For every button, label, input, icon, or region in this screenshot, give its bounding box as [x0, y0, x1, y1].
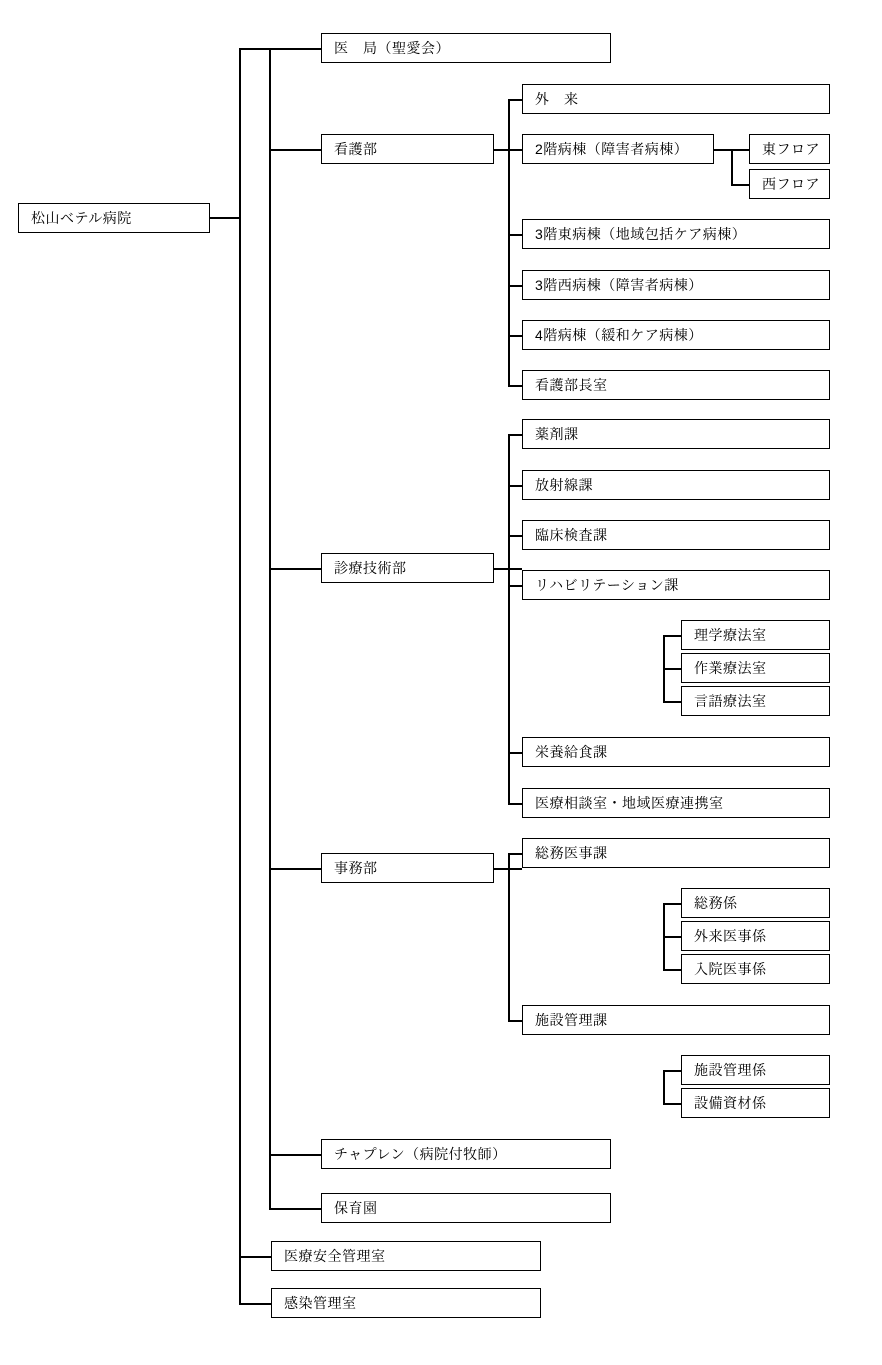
connector [508, 335, 522, 337]
connector [731, 184, 749, 186]
node-inpatient-billing-section[interactable]: 入院医事係 [681, 954, 830, 984]
node-outpatient-billing-section[interactable]: 外来医事係 [681, 921, 830, 951]
connector-trunk-shisetsu [663, 1070, 665, 1103]
connector-trunk-jimubu [508, 853, 510, 1020]
node-nutrition[interactable]: 栄養給食課 [522, 737, 830, 767]
node-ward-2f[interactable]: 2階病棟（障害者病棟） [522, 134, 714, 164]
node-occupational-therapy[interactable]: 作業療法室 [681, 653, 830, 683]
node-ward-4f[interactable]: 4階病棟（緩和ケア病棟） [522, 320, 830, 350]
node-pharmacy[interactable]: 薬剤課 [522, 419, 830, 449]
node-nursing-director-office[interactable]: 看護部長室 [522, 370, 830, 400]
node-clinical-lab[interactable]: 臨床検査課 [522, 520, 830, 550]
node-facility-management[interactable]: 施設管理課 [522, 1005, 830, 1035]
connector [508, 234, 522, 236]
connector [663, 1103, 681, 1105]
node-administration[interactable]: 事務部 [321, 853, 494, 883]
node-ward-3f-east[interactable]: 3階東病棟（地域包括ケア病棟） [522, 219, 830, 249]
connector [508, 585, 522, 587]
node-radiology[interactable]: 放射線課 [522, 470, 830, 500]
node-rehabilitation[interactable]: リハビリテーション課 [522, 570, 830, 600]
connector [508, 385, 522, 387]
connector [731, 149, 733, 184]
node-root[interactable]: 松山ベテル病院 [18, 203, 210, 233]
connector [508, 149, 522, 151]
connector [508, 434, 522, 436]
node-ward-3f-west[interactable]: 3階西病棟（障害者病棟） [522, 270, 830, 300]
connector [508, 285, 522, 287]
node-nursery[interactable]: 保育園 [321, 1193, 611, 1223]
connector [508, 99, 522, 101]
connector [239, 1303, 271, 1305]
node-ward-2f-east[interactable]: 東フロア [749, 134, 830, 164]
connector [508, 485, 522, 487]
node-equipment-materials-section[interactable]: 設備資材係 [681, 1088, 830, 1118]
connector [714, 149, 732, 151]
connector [663, 969, 681, 971]
connector [663, 701, 681, 703]
connector [663, 903, 681, 905]
connector [269, 1208, 321, 1210]
connector [269, 48, 321, 50]
node-ward-2f-west[interactable]: 西フロア [749, 169, 830, 199]
connector [663, 635, 681, 637]
connector [731, 149, 749, 151]
node-general-affairs-section[interactable]: 総務係 [681, 888, 830, 918]
connector [239, 48, 269, 50]
connector [269, 568, 321, 570]
connector-trunk-shinryo [508, 434, 510, 803]
node-consultation-liaison[interactable]: 医療相談室・地域医療連携室 [522, 788, 830, 818]
node-gairai[interactable]: 外 来 [522, 84, 830, 114]
connector-trunk-main [239, 48, 241, 1303]
node-ikyoku[interactable]: 医 局（聖愛会） [321, 33, 611, 63]
connector [269, 1154, 321, 1156]
connector [508, 1020, 522, 1022]
node-medical-safety[interactable]: 医療安全管理室 [271, 1241, 541, 1271]
connector [239, 1256, 271, 1258]
connector [508, 853, 522, 855]
node-medical-technology[interactable]: 診療技術部 [321, 553, 494, 583]
connector [663, 1070, 681, 1072]
connector-trunk-secondary [269, 48, 271, 1209]
node-facility-management-section[interactable]: 施設管理係 [681, 1055, 830, 1085]
node-physical-therapy[interactable]: 理学療法室 [681, 620, 830, 650]
connector [508, 535, 522, 537]
connector-trunk-kangobu [508, 99, 510, 386]
connector [210, 217, 240, 219]
connector [269, 868, 321, 870]
node-general-affairs-medical[interactable]: 総務医事課 [522, 838, 830, 868]
connector [508, 803, 522, 805]
connector [663, 668, 681, 670]
connector [269, 149, 321, 151]
node-kangobu[interactable]: 看護部 [321, 134, 494, 164]
connector [663, 936, 681, 938]
node-speech-therapy[interactable]: 言語療法室 [681, 686, 830, 716]
connector [508, 752, 522, 754]
node-infection-control[interactable]: 感染管理室 [271, 1288, 541, 1318]
node-chaplain[interactable]: チャプレン（病院付牧師） [321, 1139, 611, 1169]
